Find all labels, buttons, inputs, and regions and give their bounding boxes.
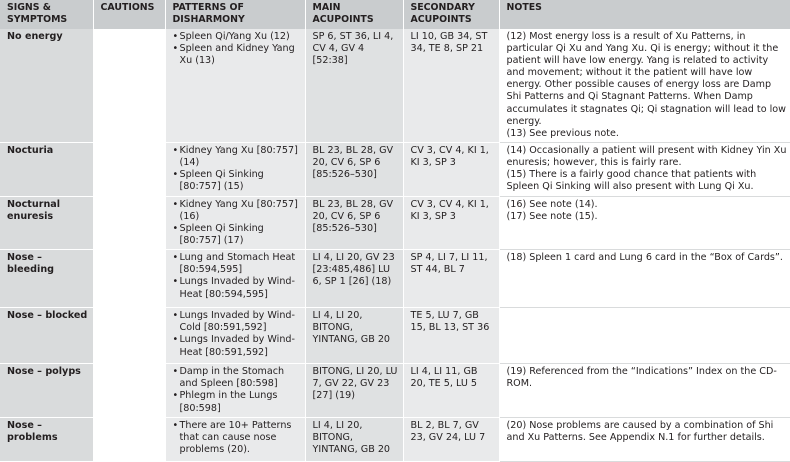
sign-cell: No energy (0, 29, 93, 142)
header-patterns: PATTERNS OF DISHARMONY (165, 0, 305, 29)
header-row (0, 0, 790, 29)
patterns-cell (165, 250, 305, 308)
caution-cell (93, 142, 165, 196)
caution-cell (93, 250, 165, 308)
main-acupoints-cell: LI 4, LI 20, GV 23 [23:485,486] LU 6, SP 1 [26] (18) (305, 250, 403, 308)
caution-cell (93, 364, 165, 418)
pattern-item: • Phlegm in the Lungs [80:598] (173, 390, 302, 414)
note-text: (16) See note (14). (506, 198, 598, 210)
table-row (0, 250, 790, 308)
main-acupoints-cell: BL 23, BL 28, GV 20, CV 6, SP 6 [85:526–530] (305, 196, 403, 249)
patterns-cell (165, 29, 305, 142)
secondary-acupoints-cell: LI 4, LI 11, GB 20, TE 5, LU 5 (403, 364, 499, 418)
secondary-acupoints-cell: CV 3, CV 4, KI 1, KI 3, SP 3 (403, 142, 499, 196)
sign-cell: Nocturia (0, 142, 93, 196)
note-text: (19) Referenced from the “Indications” Index on the CD-ROM. (506, 366, 777, 390)
notes-cell (499, 418, 790, 462)
table-row (0, 196, 790, 249)
pattern-item: • Lung and Stomach Heat [80:594,595] (173, 252, 302, 276)
table-row (0, 142, 790, 196)
sign-cell: Nose – bleeding (0, 250, 93, 308)
notes-cell (499, 196, 790, 249)
pattern-item: • Spleen and Kidney Yang Xu (13) (173, 43, 302, 67)
table-row (0, 308, 790, 364)
pattern-item: • Lungs Invaded by Wind-Heat [80:594,595] (173, 276, 302, 300)
notes-cell (499, 250, 790, 308)
patterns-cell (165, 308, 305, 364)
caution-cell (93, 29, 165, 142)
pattern-item: • Spleen Qi Sinking [80:757] (15) (173, 169, 302, 193)
main-acupoints-cell: LI 4, LI 20, BITONG, YINTANG, GB 20 (305, 418, 403, 462)
note-text: (18) Spleen 1 card and Lung 6 card in the “Box of Cards”. (506, 252, 783, 264)
patterns-cell (165, 418, 305, 462)
pattern-item: • Spleen Qi/Yang Xu (12) (173, 31, 302, 43)
pattern-item: • Lungs Invaded by Wind-Cold [80:591,592] (173, 310, 302, 334)
table-row (0, 29, 790, 142)
header-secondary-acupoints: SECONDARY ACUPOINTS (403, 0, 499, 29)
pattern-item: • There are 10+ Patterns that can cause nose problems (20). (173, 420, 302, 456)
notes-cell (499, 308, 790, 364)
pattern-item: • Lungs Invaded by Wind-Heat [80:591,592] (173, 334, 302, 358)
notes-cell (499, 29, 790, 142)
notes-cell (499, 364, 790, 418)
table-row (0, 418, 790, 462)
main-acupoints-cell: BITONG, LI 20, LU 7, GV 22, GV 23 [27] (19) (305, 364, 403, 418)
header-cautions: CAUTIONS (93, 0, 165, 29)
sign-cell: Nocturnal enuresis (0, 196, 93, 249)
sign-cell: Nose – polyps (0, 364, 93, 418)
header-signs: SIGNS & SYMPTOMS (0, 0, 93, 29)
pattern-item: • Kidney Yang Xu [80:757] (14) (173, 145, 302, 169)
main-acupoints-cell: LI 4, LI 20, BITONG, YINTANG, GB 20 (305, 308, 403, 364)
secondary-acupoints-cell: TE 5, LU 7, GB 15, BL 13, ST 36 (403, 308, 499, 364)
patterns-cell (165, 142, 305, 196)
pattern-item: • Spleen Qi Sinking [80:757] (17) (173, 223, 302, 247)
sign-cell: Nose – problems (0, 418, 93, 462)
pattern-item: • Kidney Yang Xu [80:757] (16) (173, 199, 302, 223)
notes-cell (499, 142, 790, 196)
note-text: (12) Most energy loss is a result of Xu Patterns, in particular Qi Xu and Yang Xu. Qi is energy; without it the patient will have low energy. Yang is related to activity and movement; without it the patient will have low energy. Other possible causes of energy loss are Damp Shi Patterns and Qi Stagnant Patterns. When Damp accumulates it stagnates Qi; Qi stagnation will lead to low energy. (506, 31, 786, 127)
sign-cell: Nose – blocked (0, 308, 93, 364)
secondary-acupoints-cell: CV 3, CV 4, KI 1, KI 3, SP 3 (403, 196, 499, 249)
secondary-acupoints-cell: LI 10, GB 34, ST 34, TE 8, SP 21 (403, 29, 499, 142)
note-text: (14) Occasionally a patient will present with Kidney Yin Xu enuresis; however, this is fairly rare. (506, 144, 787, 168)
header-main-acupoints: MAIN ACUPOINTS (305, 0, 403, 29)
note-text: (20) Nose problems are caused by a combination of Shi and Xu Patterns. See Appendix N.1 for further details. (506, 420, 774, 444)
note-text: (13) See previous note. (506, 127, 619, 139)
note-text: (17) See note (15). (506, 210, 598, 222)
table-row (0, 364, 790, 418)
secondary-acupoints-cell: BL 2, BL 7, GV 23, GV 24, LU 7 (403, 418, 499, 462)
patterns-cell (165, 196, 305, 249)
patterns-cell (165, 364, 305, 418)
main-acupoints-cell: SP 6, ST 36, LI 4, CV 4, GV 4 [52:38] (305, 29, 403, 142)
main-acupoints-cell: BL 23, BL 28, GV 20, CV 6, SP 6 [85:526–530] (305, 142, 403, 196)
caution-cell (93, 418, 165, 462)
header-notes: NOTES (499, 0, 790, 29)
pattern-item: • Damp in the Stomach and Spleen [80:598] (173, 366, 302, 390)
caution-cell (93, 308, 165, 364)
secondary-acupoints-cell: SP 4, LI 7, LI 11, ST 44, BL 7 (403, 250, 499, 308)
note-text: (15) There is a fairly good chance that patients with Spleen Qi Sinking will also present with Lung Qi Xu. (506, 169, 757, 193)
caution-cell (93, 196, 165, 249)
